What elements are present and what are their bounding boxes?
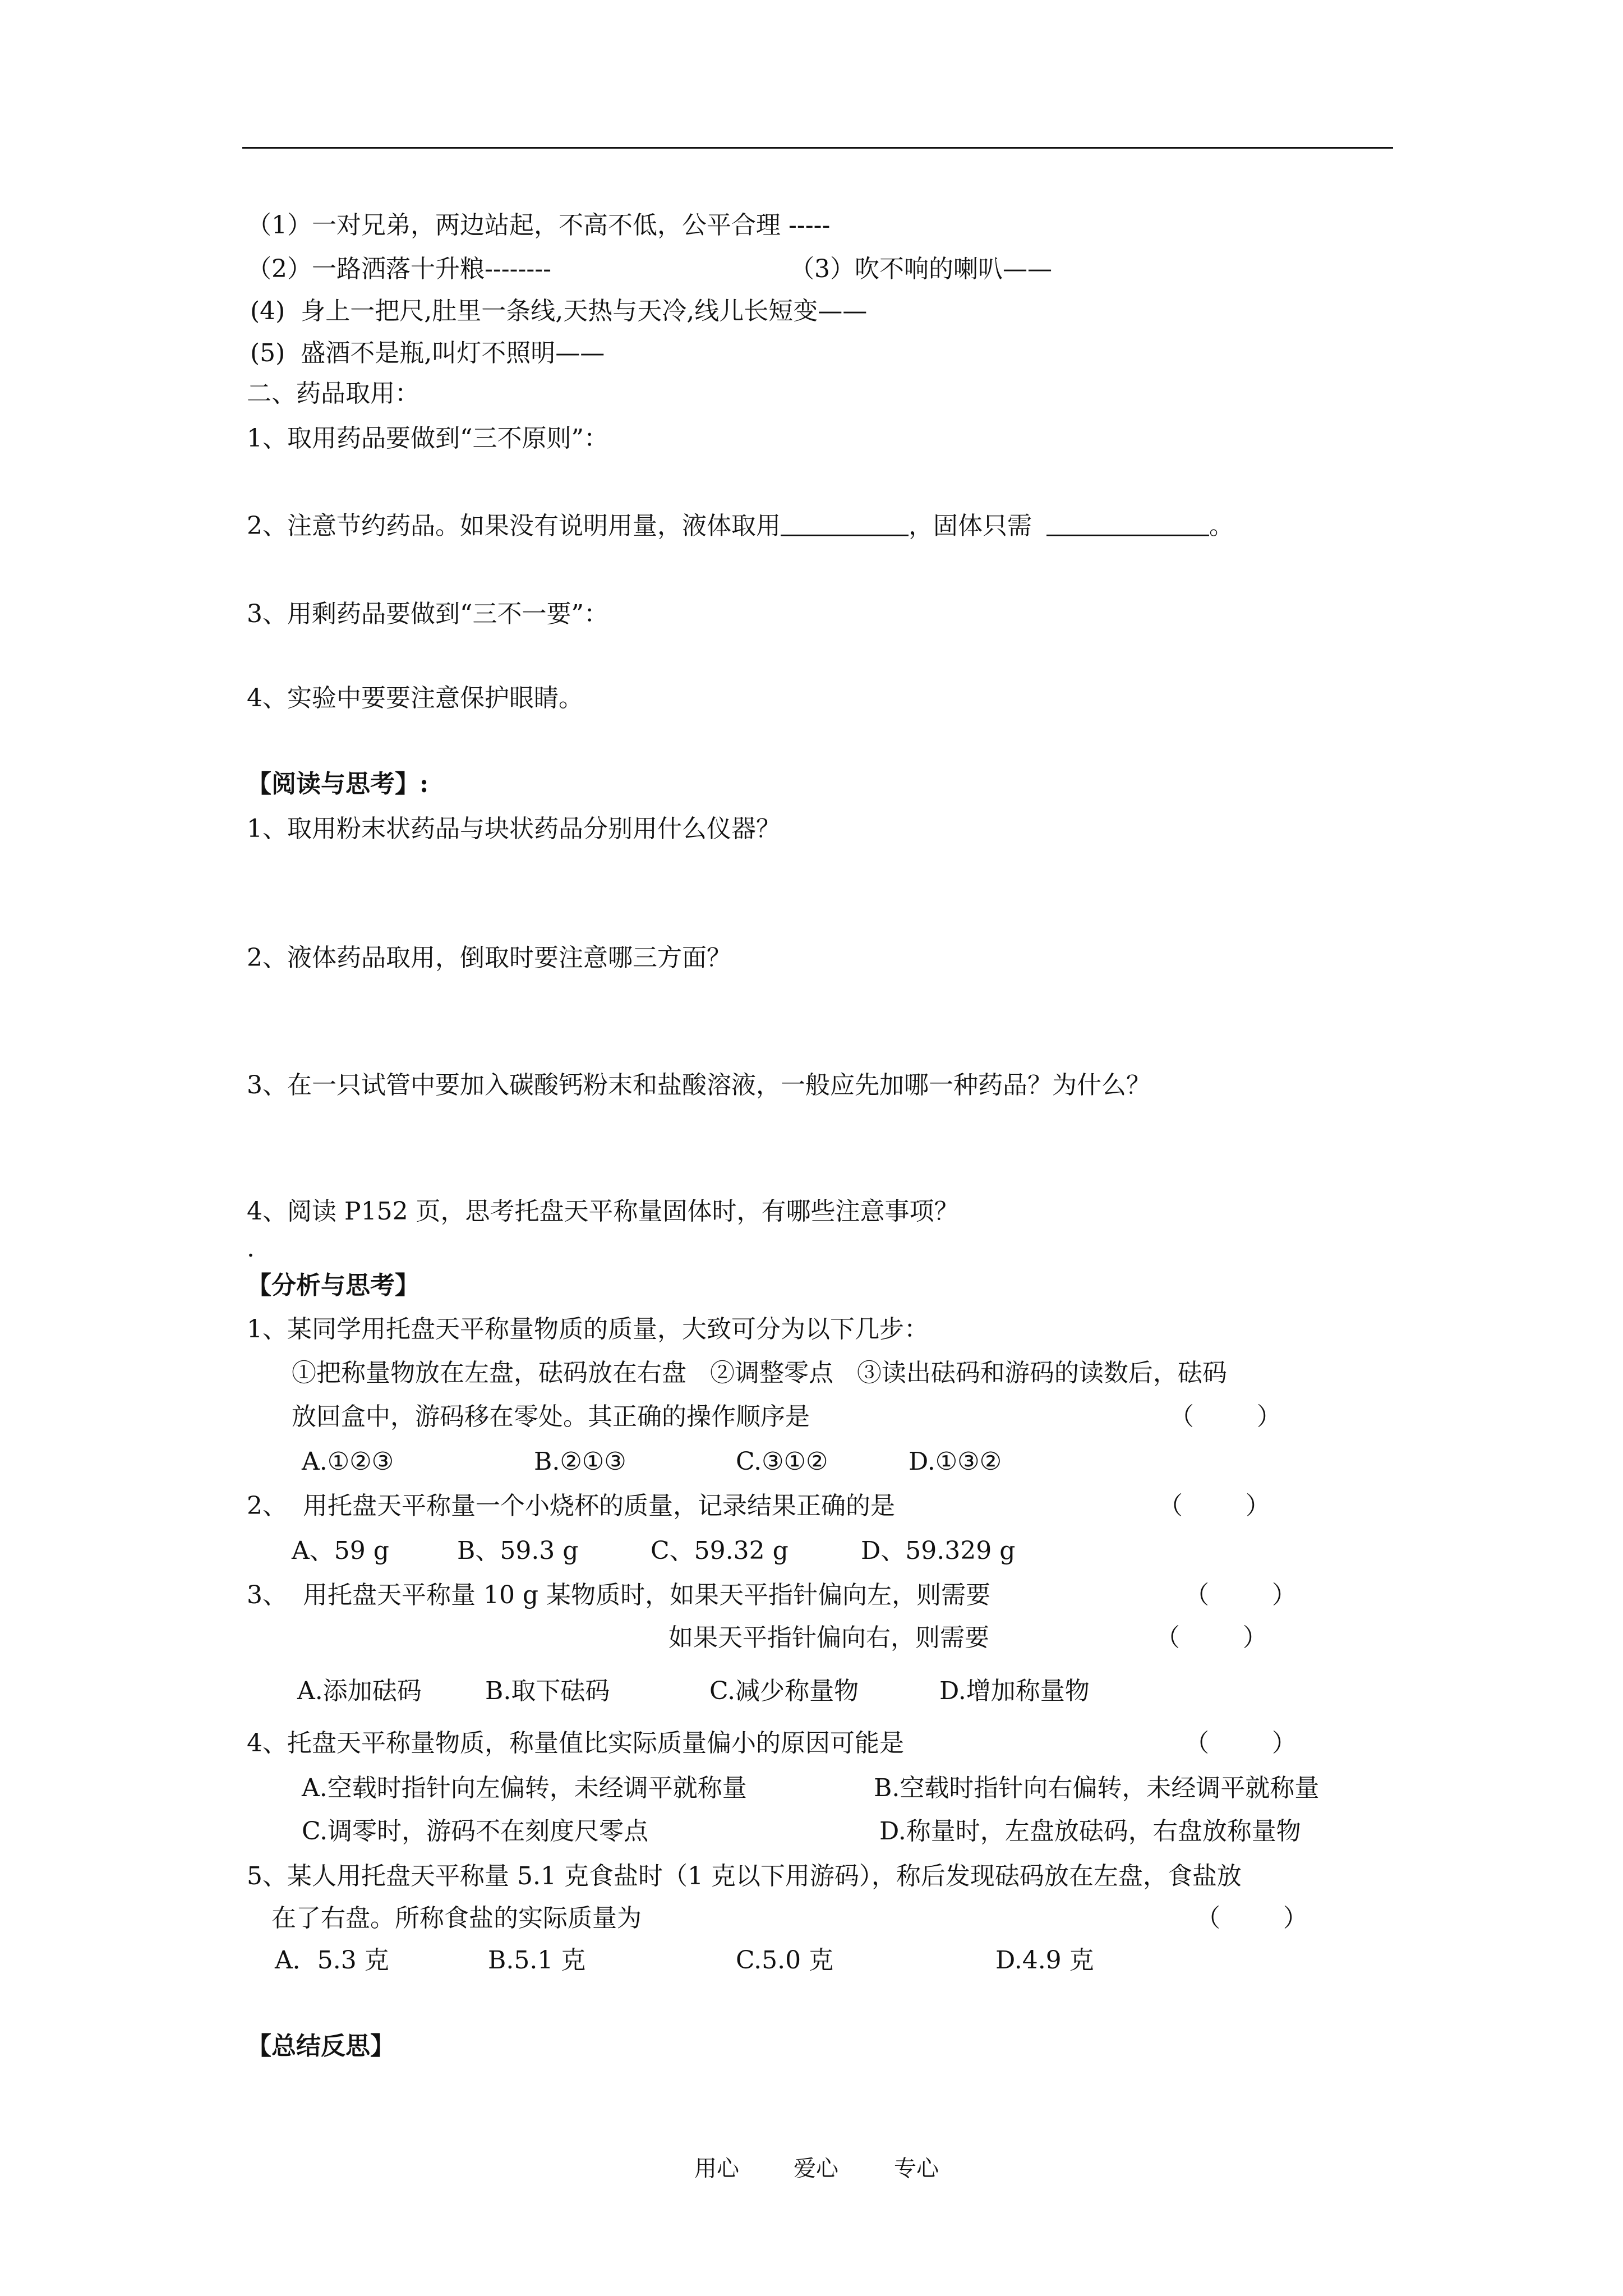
analysis-q1-option-d: D.①③② xyxy=(909,1447,1002,1476)
footer-word-3: 专心 xyxy=(894,2156,939,2182)
analysis-q4-option-c: C.调零时，游码不在刻度尺零点 xyxy=(302,1817,649,1846)
rule-item-2-text: 2、注意节约药品。如果没有说明用量，液体取用 xyxy=(247,512,781,540)
analysis-q1-option-c: C.③①② xyxy=(736,1447,828,1476)
analysis-q5-option-c: C.5.0 克 xyxy=(736,1946,834,1975)
analysis-q1: 1、某同学用托盘天平称量物质的质量，大致可分为以下几步： xyxy=(247,1315,929,1343)
analysis-q3-option-a: A.添加砝码 xyxy=(297,1677,422,1705)
analysis-q5-answer-paren: （ ） xyxy=(1196,1904,1308,1932)
analysis-q2-option-c: C、59.32 g xyxy=(651,1536,789,1565)
analysis-q2-answer-paren: （ ） xyxy=(1158,1492,1270,1520)
analysis-q2-option-d: D、59.329 g xyxy=(861,1536,1016,1565)
riddle-5: (5) 盛酒不是瓶,叫灯不照明—— xyxy=(250,339,605,367)
analysis-title: 【分析与思考】 xyxy=(247,1271,419,1300)
liquid-amount-blank xyxy=(781,512,909,536)
rule-item-2-end: 。 xyxy=(1209,512,1234,540)
analysis-q1-steps: ①把称量物放在左盘，砝码放在右盘 ②调整零点 ③读出砝码和游码的读数后，砝码 xyxy=(292,1359,1227,1387)
analysis-q4: 4、托盘天平称量物质，称量值比实际质量偏小的原因可能是 xyxy=(247,1729,904,1757)
analysis-q3-option-d: D.增加称量物 xyxy=(939,1677,1090,1705)
section-title: 二、药品取用： xyxy=(247,379,419,408)
reading-title: 【阅读与思考】: xyxy=(247,770,429,798)
analysis-q1-answer-paren: （ ） xyxy=(1169,1402,1281,1431)
analysis-q2: 2、 用托盘天平称量一个小烧杯的质量，记录结果正确的是 xyxy=(247,1492,895,1520)
analysis-q4-option-b: B.空载时指针向右偏转，未经调平就称量 xyxy=(874,1774,1320,1802)
riddle-1: （1）一对兄弟，两边站起，不高不低，公平合理 ----- xyxy=(247,211,831,240)
analysis-q2-option-a: A、59 g xyxy=(292,1536,389,1565)
riddle-4: (4) 身上一把尺,肚里一条线,天热与天冷,线儿长短变—— xyxy=(250,297,868,325)
analysis-q1-option-b: B.②①③ xyxy=(534,1447,626,1476)
rule-item-1: 1、取用药品要做到“三不原则”： xyxy=(247,424,608,453)
analysis-q5-option-d: D.4.9 克 xyxy=(995,1946,1094,1975)
stray-dot: . xyxy=(247,1234,255,1263)
analysis-q3-option-c: C.减少称量物 xyxy=(709,1677,859,1705)
analysis-q4-option-d: D.称量时，左盘放砝码，右盘放称量物 xyxy=(879,1817,1301,1846)
rule-item-3: 3、用剩药品要做到“三不一要”： xyxy=(247,600,608,628)
analysis-q5: 5、某人用托盘天平称量 5.1 克食盐时（1 克以下用游码），称后发现砝码放在左盘，食盐放 xyxy=(247,1862,1242,1890)
riddle-2: （2）一路洒落十升粮-------- xyxy=(247,255,551,283)
analysis-q1-option-a: A.①②③ xyxy=(302,1447,394,1476)
analysis-q3: 3、 用托盘天平称量 10 g 某物质时，如果天平指针偏向左，则需要 xyxy=(247,1581,991,1609)
analysis-q3-right-case: 如果天平指针偏向右，则需要 xyxy=(668,1623,989,1652)
summary-title: 【总结反思】 xyxy=(247,2032,395,2060)
footer-word-2: 爱心 xyxy=(794,2156,838,2182)
footer-word-1: 用心 xyxy=(694,2156,739,2182)
header-rule xyxy=(242,147,1393,149)
analysis-q3-answer-paren-2: （ ） xyxy=(1155,1623,1267,1652)
analysis-q1-steps-cont: 放回盒中，游码移在零处。其正确的操作顺序是 xyxy=(292,1402,810,1431)
analysis-q3-option-b: B.取下砝码 xyxy=(485,1677,610,1705)
rule-item-2-solid: ，固体只需 xyxy=(909,512,1040,540)
analysis-q4-option-a: A.空载时指针向左偏转，未经调平就称量 xyxy=(302,1774,747,1802)
solid-amount-blank xyxy=(1046,512,1209,536)
reading-q1: 1、取用粉末状药品与块状药品分别用什么仪器？ xyxy=(247,815,781,843)
analysis-q2-option-b: B、59.3 g xyxy=(457,1536,579,1565)
rule-item-4: 4、实验中要要注意保护眼睛。 xyxy=(247,684,583,712)
reading-q4: 4、阅读 P152 页，思考托盘天平称量固体时，有哪些注意事项？ xyxy=(247,1197,959,1226)
analysis-q5-cont: 在了右盘。所称食盐的实际质量为 xyxy=(271,1904,642,1932)
reading-q3: 3、在一只试管中要加入碳酸钙粉末和盐酸溶液，一般应先加哪一种药品？为什么？ xyxy=(247,1071,1151,1099)
analysis-q5-option-b: B.5.1 克 xyxy=(488,1946,586,1975)
analysis-q4-answer-paren: （ ） xyxy=(1184,1729,1297,1757)
rule-item-2 xyxy=(247,509,1234,543)
reading-q2: 2、液体药品取用，倒取时要注意哪三方面？ xyxy=(247,944,731,972)
riddle-3: （3）吹不响的喇叭—— xyxy=(790,255,1052,283)
analysis-q5-option-a: A．5.3 克 xyxy=(275,1946,389,1975)
analysis-q3-answer-paren-1: （ ） xyxy=(1184,1581,1297,1609)
